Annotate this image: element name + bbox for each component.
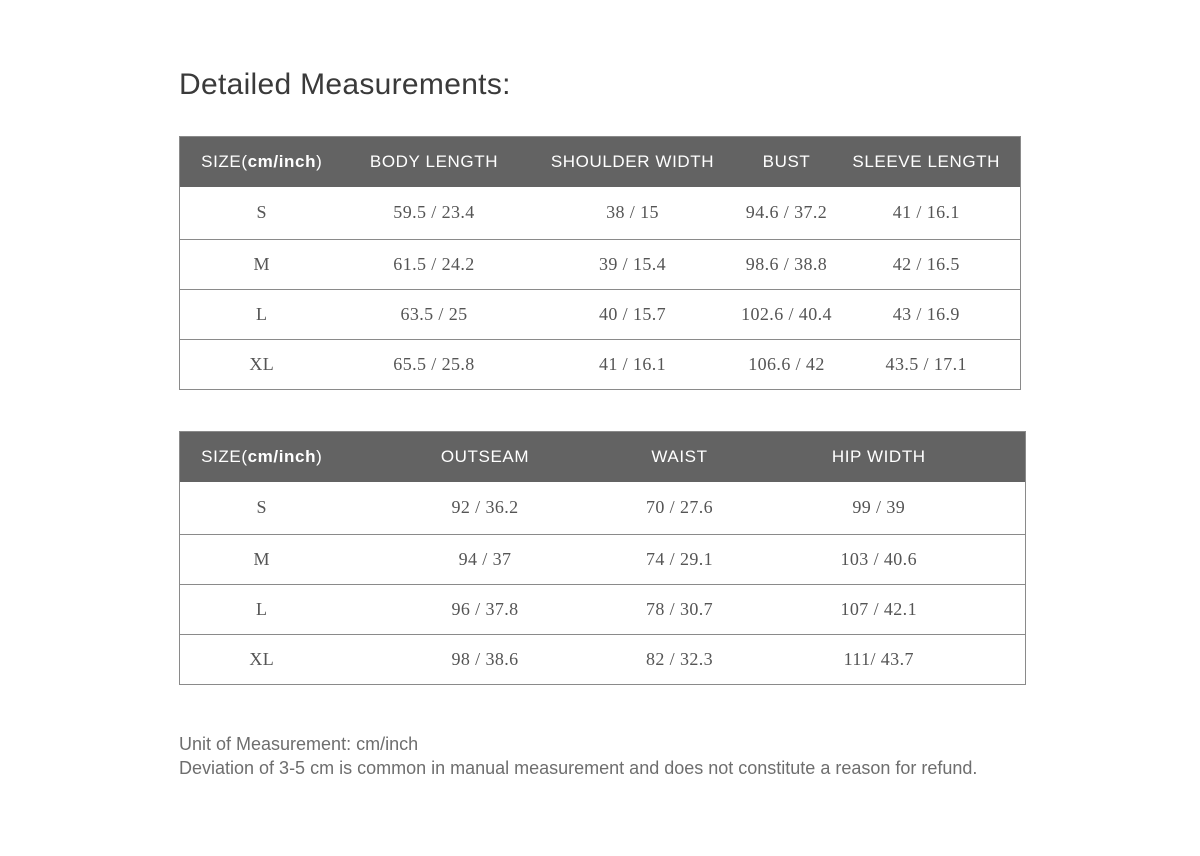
size-header-suffix: ) [316,446,323,466]
bust-cell: 102.6 / 40.4 [741,304,832,324]
size-cell: L [256,599,268,619]
column-header-bust: BUST [762,151,811,171]
hip-width-cell: 103 / 40.6 [840,549,917,569]
size-cell: XL [249,354,275,374]
table-header [180,432,1026,482]
sleeve-length-cell: 42 / 16.5 [892,254,960,274]
table-row [180,240,1021,290]
waist-cell: 70 / 27.6 [645,497,714,518]
size-column-header [180,137,344,187]
outseam-cell: 98 / 38.6 [451,649,519,669]
header-row [180,137,1021,187]
body-length-cell: 65.5 / 25.8 [393,354,475,374]
hip-width-cell: 107 / 42.1 [840,599,917,619]
header-row [180,432,1026,482]
column-header-outseam: OUTSEAM [440,446,530,466]
table-row [180,340,1021,390]
deviation-note: Deviation of 3-5 cm is common in manual measurement and does not constitute a reason for refund. [179,758,978,778]
outseam-cell: 94 / 37 [458,549,512,569]
table-row [180,635,1026,685]
size-cell: M [253,549,270,569]
size-header-unit: cm/inch [247,151,317,171]
table-row [180,585,1026,635]
page-title: Detailed Measurements: [179,68,511,101]
shoulder-width-cell: 41 / 16.1 [598,354,667,374]
shoulder-width-cell: 40 / 15.7 [598,304,667,324]
column-header-hip-width: HIP WIDTH [831,446,926,466]
bust-cell: 98.6 / 38.8 [745,254,828,274]
sleeve-length-cell: 43.5 / 17.1 [885,354,967,374]
size-cell: S [256,497,267,518]
table-row [180,187,1021,240]
waist-cell: 78 / 30.7 [645,599,714,619]
bust-cell: 94.6 / 37.2 [745,202,828,223]
outseam-cell: 92 / 36.2 [451,497,519,518]
table-header [180,137,1021,187]
size-header-prefix: SIZE( [201,446,248,466]
bottom-measurements-table [179,431,1026,685]
column-header-waist: WAIST [651,446,708,466]
table-row [180,482,1026,535]
waist-cell: 82 / 32.3 [645,649,714,669]
outseam-cell: 96 / 37.8 [451,599,519,619]
size-cell: L [256,304,268,324]
top-measurements-table [179,136,1021,390]
bust-cell: 106.6 / 42 [748,354,825,374]
column-header-sleeve-length: SLEEVE LENGTH [852,151,1001,171]
size-header-suffix: ) [316,151,323,171]
waist-cell: 74 / 29.1 [645,549,714,569]
size-cell: XL [249,649,275,669]
sleeve-length-cell: 43 / 16.9 [892,304,960,324]
body-length-cell: 63.5 / 25 [400,304,468,324]
table-row [180,290,1021,340]
size-header-prefix: SIZE( [201,151,248,171]
size-column-header [180,432,344,482]
body-length-cell: 59.5 / 23.4 [393,202,475,223]
size-cell: M [253,254,270,274]
shoulder-width-cell: 38 / 15 [606,202,659,223]
sleeve-length-cell: 41 / 16.1 [892,202,960,223]
body-length-cell: 61.5 / 24.2 [393,254,475,274]
unit-note: Unit of Measurement: cm/inch [179,734,419,754]
hip-width-cell: 111/ 43.7 [843,649,914,669]
shoulder-width-cell: 39 / 15.4 [598,254,667,274]
column-header-shoulder-width: SHOULDER WIDTH [550,151,715,171]
size-cell: S [256,202,267,223]
table-row [180,535,1026,585]
size-header-unit: cm/inch [247,446,317,466]
hip-width-cell: 99 / 39 [852,497,906,518]
column-header-body-length: BODY LENGTH [369,151,499,171]
